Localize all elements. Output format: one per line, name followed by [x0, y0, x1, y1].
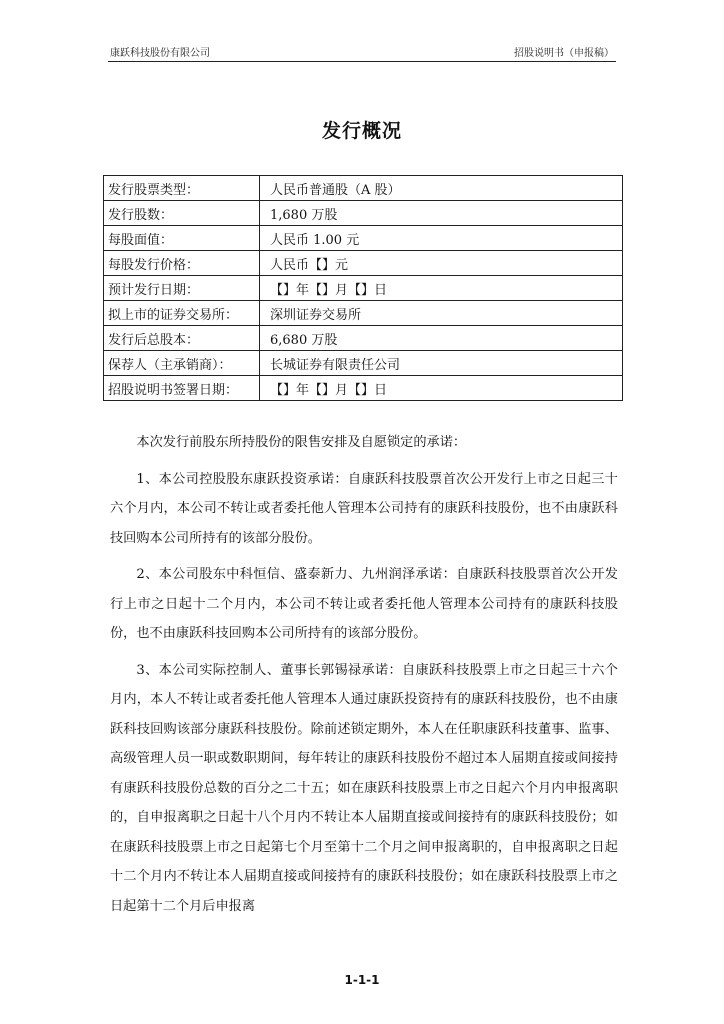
paragraph-commitment-1: 1、本公司控股股东康跃投资承诺：自康跃科技股票首次公开发行上市之日起三十六个月内，本公司不转让或者委托他人管理本公司持有的康跃科技股份，也不由康跃科技回购本公司所持有的该部分股份。	[110, 471, 618, 546]
table-row	[104, 376, 623, 401]
table-row	[104, 201, 623, 226]
header-doc-type: 招股说明书（申报稿）	[514, 48, 614, 59]
row-value: 【】年【】月【】日	[260, 376, 623, 401]
page-title: 发行概况	[321, 120, 402, 142]
issuance-overview-table	[103, 175, 623, 401]
table-row	[104, 276, 623, 301]
page-number: 1-1-1	[344, 973, 380, 987]
row-label: 保荐人（主承销商）：	[104, 351, 260, 376]
table-row	[104, 226, 623, 251]
row-value: 人民币普通股（A 股）	[260, 176, 623, 201]
lockup-commitments	[110, 428, 618, 921]
paragraph-intro: 本次发行前股东所持股份的限售安排及自愿锁定的承诺：	[136, 435, 467, 450]
table-row	[104, 176, 623, 201]
row-label: 招股说明书签署日期：	[104, 376, 260, 401]
row-label: 拟上市的证券交易所：	[104, 301, 260, 326]
row-label: 每股发行价格：	[104, 251, 260, 276]
header-company: 康跃科技股份有限公司	[110, 48, 210, 59]
paragraph-commitment-2: 2、本公司股东中科恒信、盛泰新力、九州润泽承诺：自康跃科技股票首次公开发行上市之日起十二个月内，本公司不转让或者委托他人管理本公司持有的康跃科技股份，也不由康跃科技回购本公司所持有的该部分股份。	[110, 567, 618, 641]
row-value: 深圳证券交易所	[260, 301, 623, 326]
row-value: 6,680 万股	[260, 326, 623, 351]
table-row	[104, 351, 623, 376]
paragraph-commitment-3: 3、本公司实际控制人、董事长郭锡禄承诺：自康跃科技股票上市之日起三十六个月内，本人不转让或者委托他人管理本人通过康跃投资持有的康跃科技股份，也不由康跃科技回购该部分康跃科技股份。除前述锁定期外，本人在任职康跃科技董事、监事、高级管理人员一职或数职期间，每年转让的康跃科技股份不超过本人届期直接或间接持有康跃科技股份总数的百分之二十五；如在康跃科技股票上市之日起六个月内申报离职的，自申报离职之日起十八个月内不转让本人届期直接或间接持有的康跃科技股份；如在康跃科技股票上市之日起第七个月至第十二个月之间申报离职的，自申报离职之日起十二个月内不转让本人届期直接或间接持有的康跃科技股份；如在康跃科技股票上市之日起第十二个月后申报离	[110, 662, 618, 914]
row-value: 1,680 万股	[260, 201, 623, 226]
row-value: 人民币 1.00 元	[260, 226, 623, 251]
row-label: 发行后总股本：	[104, 326, 260, 351]
row-value: 长城证券有限责任公司	[260, 351, 623, 376]
table-row	[104, 326, 623, 351]
row-label: 每股面值：	[104, 226, 260, 251]
row-value: 人民币【】元	[260, 251, 623, 276]
row-label: 预计发行日期：	[104, 276, 260, 301]
row-label: 发行股数：	[104, 201, 260, 226]
table-row	[104, 251, 623, 276]
row-label: 发行股票类型：	[104, 176, 260, 201]
row-value: 【】年【】月【】日	[260, 276, 623, 301]
page-header	[108, 41, 616, 62]
table-row	[104, 301, 623, 326]
